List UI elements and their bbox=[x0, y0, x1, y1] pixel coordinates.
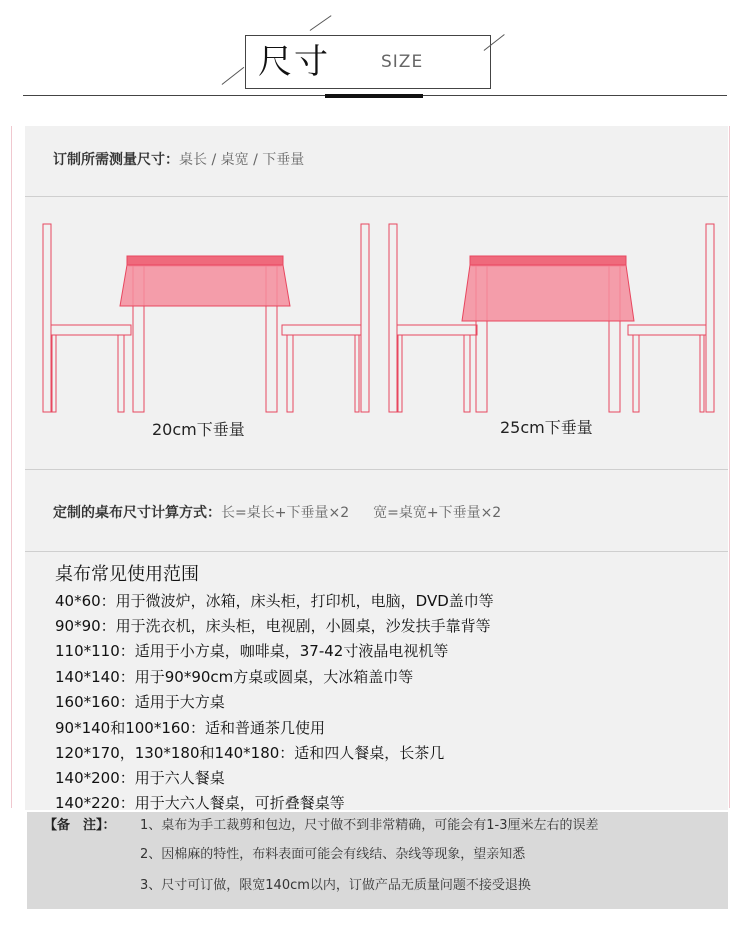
formula-line bbox=[53, 503, 501, 523]
formula-width: 宽=桌宽+下垂量×2 bbox=[373, 505, 502, 521]
tablecloth-right bbox=[462, 256, 634, 321]
usage-row: 40*60：用于微波炉，冰箱，床头柜，打印机，电脑，DVD盖巾等 bbox=[55, 592, 494, 610]
note-item: 3、尺寸可订做，限宽140cm以内，订做产品无质量问题不接受退换 bbox=[140, 878, 531, 893]
page-subtitle: SIZE bbox=[381, 52, 424, 72]
usage-row: 140*200：用于六人餐桌 bbox=[55, 769, 225, 787]
usage-row: 120*170，130*180和140*180：适和四人餐桌，长茶几 bbox=[55, 744, 445, 762]
page-title: 尺寸 bbox=[258, 42, 330, 82]
divider-3 bbox=[25, 551, 728, 552]
drape-caption-right: 25cm下垂量 bbox=[500, 418, 593, 437]
notes-label: 【备 注】： bbox=[44, 818, 116, 833]
measure-label: 订制所需测量尺寸： bbox=[53, 152, 179, 168]
usage-row: 90*90：用于洗衣机，床头柜，电视剧，小圆桌，沙发扶手靠背等 bbox=[55, 617, 491, 635]
usage-row: 160*160：适用于大方桌 bbox=[55, 693, 225, 711]
formula-label: 定制的桌布尺寸计算方式： bbox=[53, 505, 221, 521]
measure-values: 桌长 / 桌宽 / 下垂量 bbox=[179, 152, 305, 168]
tablecloth-left bbox=[120, 256, 290, 306]
usage-row: 140*140：用于90*90cm方桌或圆桌，大冰箱盖巾等 bbox=[55, 668, 414, 686]
formula-length: 长=桌长+下垂量×2 bbox=[221, 505, 350, 521]
usage-row: 110*110：适用于小方桌，咖啡桌，37-42寸液晶电视机等 bbox=[55, 642, 449, 660]
chair-right-2 bbox=[628, 224, 714, 412]
usage-row: 90*140和100*160：适和普通茶几使用 bbox=[55, 719, 325, 737]
drape-caption-left: 20cm下垂量 bbox=[152, 420, 245, 439]
chair-left-2 bbox=[282, 224, 369, 412]
divider-2 bbox=[25, 469, 728, 470]
note-item: 2、因棉麻的特性，布料表面可能会有线结、杂线等现象，望亲知悉 bbox=[140, 847, 526, 862]
usage-row: 140*220：用于大六人餐桌，可折叠餐桌等 bbox=[55, 794, 345, 812]
usage-title: 桌布常见使用范围 bbox=[55, 564, 199, 585]
chair-left-1 bbox=[43, 224, 131, 412]
note-item: 1、桌布为手工裁剪和包边，尺寸做不到非常精确，可能会有1-3厘米左右的误差 bbox=[140, 818, 599, 833]
